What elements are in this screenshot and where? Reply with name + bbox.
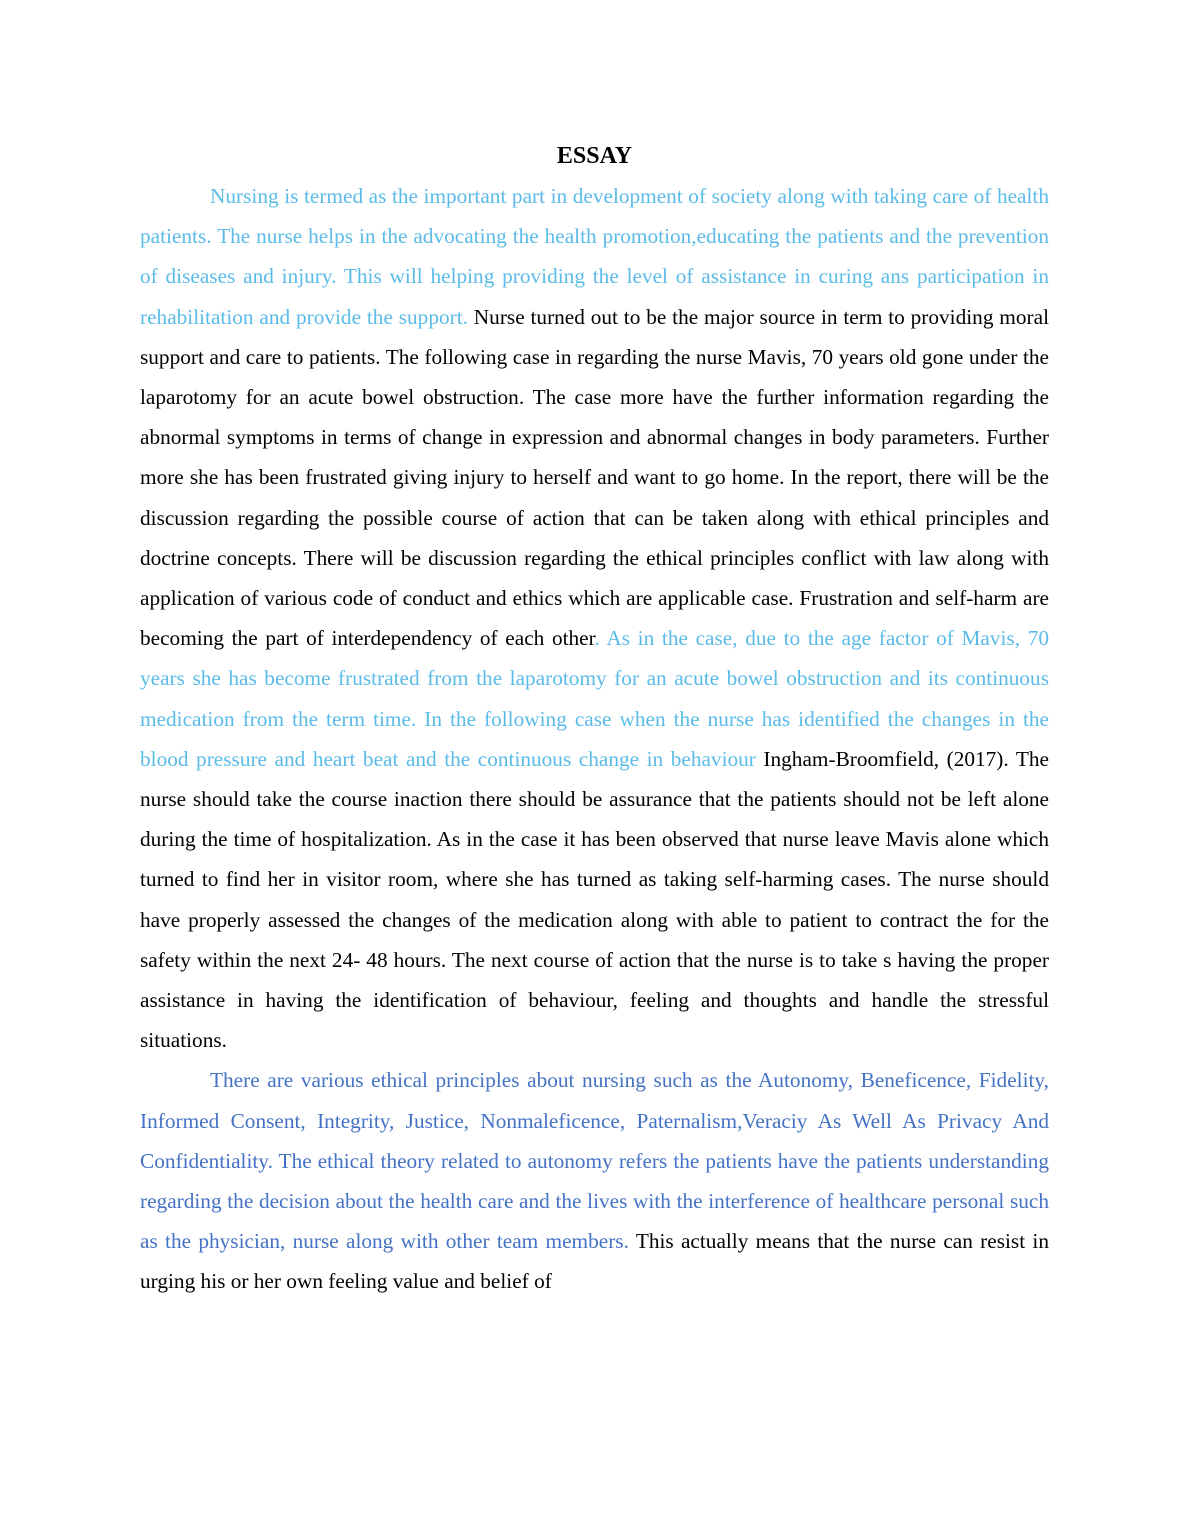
text-segment-highlight-dark: There are various ethical principles about nursing such as the Autonomy, Beneficence, Fidelity, Informed Consent, Integrity, Justice, Nonmaleficence, Paternalism,Veraciy As Well As Privacy And Confidentiality. The ethical theory related to autonomy refers the patients have the patients understanding regarding the decision about the health care and the lives with the interference of healthcare personal such as the physician, nurse along with other team members.	[140, 1068, 1049, 1254]
text-segment: Nurse turned out to be the major source in term to providing moral support and care to patients. The following case in regarding the nurse Mavis, 70 years old gone under the laparotomy for an acute bowel obstruction. The case more have the further information regarding the abnormal symptoms in terms of change in expression and abnormal changes in body parameters. Further more she has been frustrated giving injury to herself and want to go home. In the report, there will be the discussion regarding the possible course of action that can be taken along with ethical principles and doctrine concepts. There will be discussion regarding the ethical principles conflict with law along with application of various code of conduct and ethics which are applicable case. Frustration and self-harm are becoming the part of interdependency of each other	[140, 304, 1049, 651]
paragraph-2	[140, 1060, 1049, 1301]
text-segment-highlight-light: Nursing is termed as the important part in development of society along with taking care of health patients. The nurse helps in the advocating the health promotion,educating the patients and the prevention of diseases and injury. This will helping providing the level of assistance in curing ans participation in rehabilitation and provide the support.	[140, 184, 1049, 329]
text-segment-highlight-light: . As in the case, due to the age factor of Mavis, 70 years she has become frustrated from the laparotomy for an acute bowel obstruction and its continuous medication from the term time. In the following case when the nurse has identified the changes in the blood pressure and heart beat and the continuous change in behaviour	[140, 626, 1049, 771]
text-segment: Ingham-Broomfield, (2017). The nurse should take the course inaction there should be assurance that the patients should not be left alone during the time of hospitalization. As in the case it has been observed that nurse leave Mavis alone which turned to find her in visitor room, where she has turned as taking self-harming cases. The nurse should have properly assessed the changes of the medication along with able to patient to contract the for the safety within the next 24- 48 hours. The next course of action that the nurse is to take s having the proper assistance in having the identification of behaviour, feeling and thoughts and handle the stressful situations.	[140, 746, 1049, 1053]
essay-title: ESSAY	[556, 143, 633, 169]
paragraph-1	[140, 176, 1049, 1060]
text-segment: This actually means that the nurse can resist in urging his or her own feeling value and belief of	[140, 1229, 1049, 1294]
essay-body	[140, 138, 1049, 1302]
